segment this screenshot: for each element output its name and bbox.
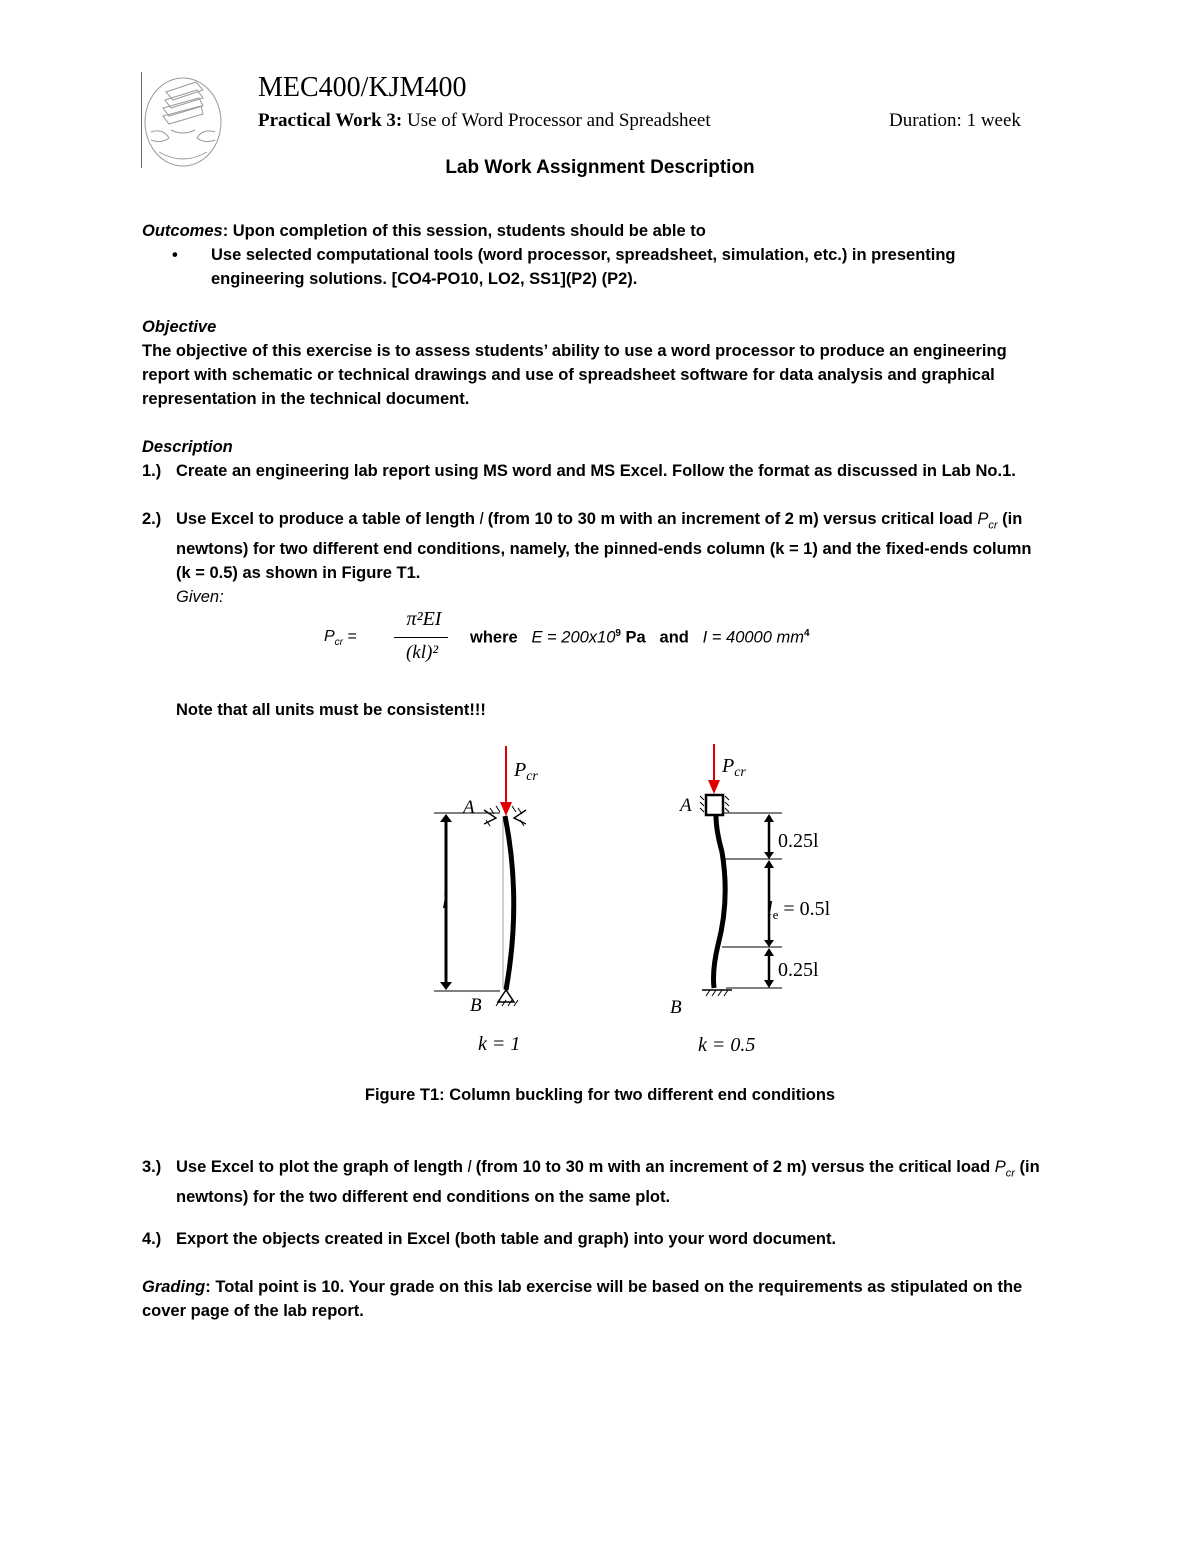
given-label: Given: xyxy=(176,588,224,607)
outcome-line1: Use selected computational tools (word processor, spreadsheet, simulation, etc.) in presenting xyxy=(211,246,956,264)
formula-denominator: (kl)² xyxy=(405,642,439,663)
right-seg-mid: $l_e = 0.5l$ xyxy=(767,898,831,922)
outcomes-label: Outcomes xyxy=(142,222,223,240)
units-note: Note that all units must be consistent!!! xyxy=(176,701,486,719)
duration: Duration: 1 week xyxy=(889,110,1021,131)
course-code: MEC400/KJM400 xyxy=(258,72,467,103)
critical-load-formula: $P_{cr}$ = π²EI (kl)² where $E = 200x10^9$ Pa and I = 40000 $mm^4$ xyxy=(324,608,810,663)
description-item-2: 2.) Use Excel to produce a table of length l (from 10 to 30 m with an increment of 2 m) versus critical load $P_{cr}$ (in newtons) for two different end conditions, namely, the pinned-ends column (k = 1) and the fixed-ends column (k = 0.5) as shown in Figure T1. Given: xyxy=(142,507,1082,609)
left-k-label: k = 1 xyxy=(478,1033,521,1055)
left-load-label: $P_{cr}$ xyxy=(514,759,538,784)
page-title: Lab Work Assignment Description xyxy=(445,157,755,178)
objective-section xyxy=(142,315,1082,411)
right-seg-bot: 0.25l xyxy=(778,959,819,981)
pinned-column-diagram xyxy=(434,746,538,1055)
objective-line3: representation in the technical document. xyxy=(142,390,470,408)
bullet-icon: • xyxy=(172,246,178,264)
right-bottom-label: B xyxy=(670,997,682,1018)
right-k-label: k = 0.5 xyxy=(698,1034,756,1056)
fraction-bar xyxy=(394,637,448,638)
right-load-label: $P_{cr}$ xyxy=(722,755,746,780)
fixed-column-diagram xyxy=(670,744,831,1056)
objective-label: Objective xyxy=(142,318,217,336)
description-item-1: 1.) Create an engineering lab report using MS word and MS Excel. Follow the format as discussed in Lab No.1. xyxy=(142,462,1016,480)
university-crest-icon xyxy=(141,70,225,170)
figure-caption: Figure T1: Column buckling for two different end conditions xyxy=(364,1086,836,1104)
description-label: Description xyxy=(142,438,233,456)
outcome-line2: engineering solutions. [CO4-PO10, LO2, SS1](P2) (P2). xyxy=(211,270,638,288)
description-item-4: 4.) Export the objects created in Excel (both table and graph) into your word document. xyxy=(142,1230,837,1248)
practical-label: Practical Work 3: xyxy=(258,110,403,131)
grading-section: Grading: Total point is 10. Your grade on this lab exercise will be based on the requirements as stipulated on the cover page of the lab report. xyxy=(142,1278,1023,1320)
practical-name: Use of Word Processor and Spreadsheet xyxy=(402,110,711,131)
right-top-label: A xyxy=(680,795,692,816)
right-seg-top: 0.25l xyxy=(778,830,819,852)
grading-label: Grading xyxy=(142,1278,206,1296)
outcomes-section xyxy=(142,219,1082,291)
description-section xyxy=(142,435,1082,483)
formula-numerator: π²EI xyxy=(406,608,442,630)
outcomes-intro: : Upon completion of this session, students should be able to xyxy=(222,222,706,240)
objective-line1: The objective of this exercise is to assess students’ ability to use a word processor to produce an engineering xyxy=(142,342,1007,360)
left-bottom-label: B xyxy=(470,995,482,1016)
objective-line2: report with schematic or technical drawings and use of spreadsheet software for data analysis and graphical xyxy=(142,366,995,384)
figure-t1 xyxy=(400,740,880,1060)
description-item-3: 3.) Use Excel to plot the graph of length l (from 10 to 30 m with an increment of 2 m) versus the critical load $P_{cr}$ (in newtons) for the two different end conditions on the same plot. xyxy=(142,1158,1040,1207)
outcome-bullet xyxy=(142,243,1082,291)
left-length-label: l xyxy=(442,891,448,913)
practical-title xyxy=(258,110,711,132)
left-top-label: A xyxy=(463,797,475,818)
